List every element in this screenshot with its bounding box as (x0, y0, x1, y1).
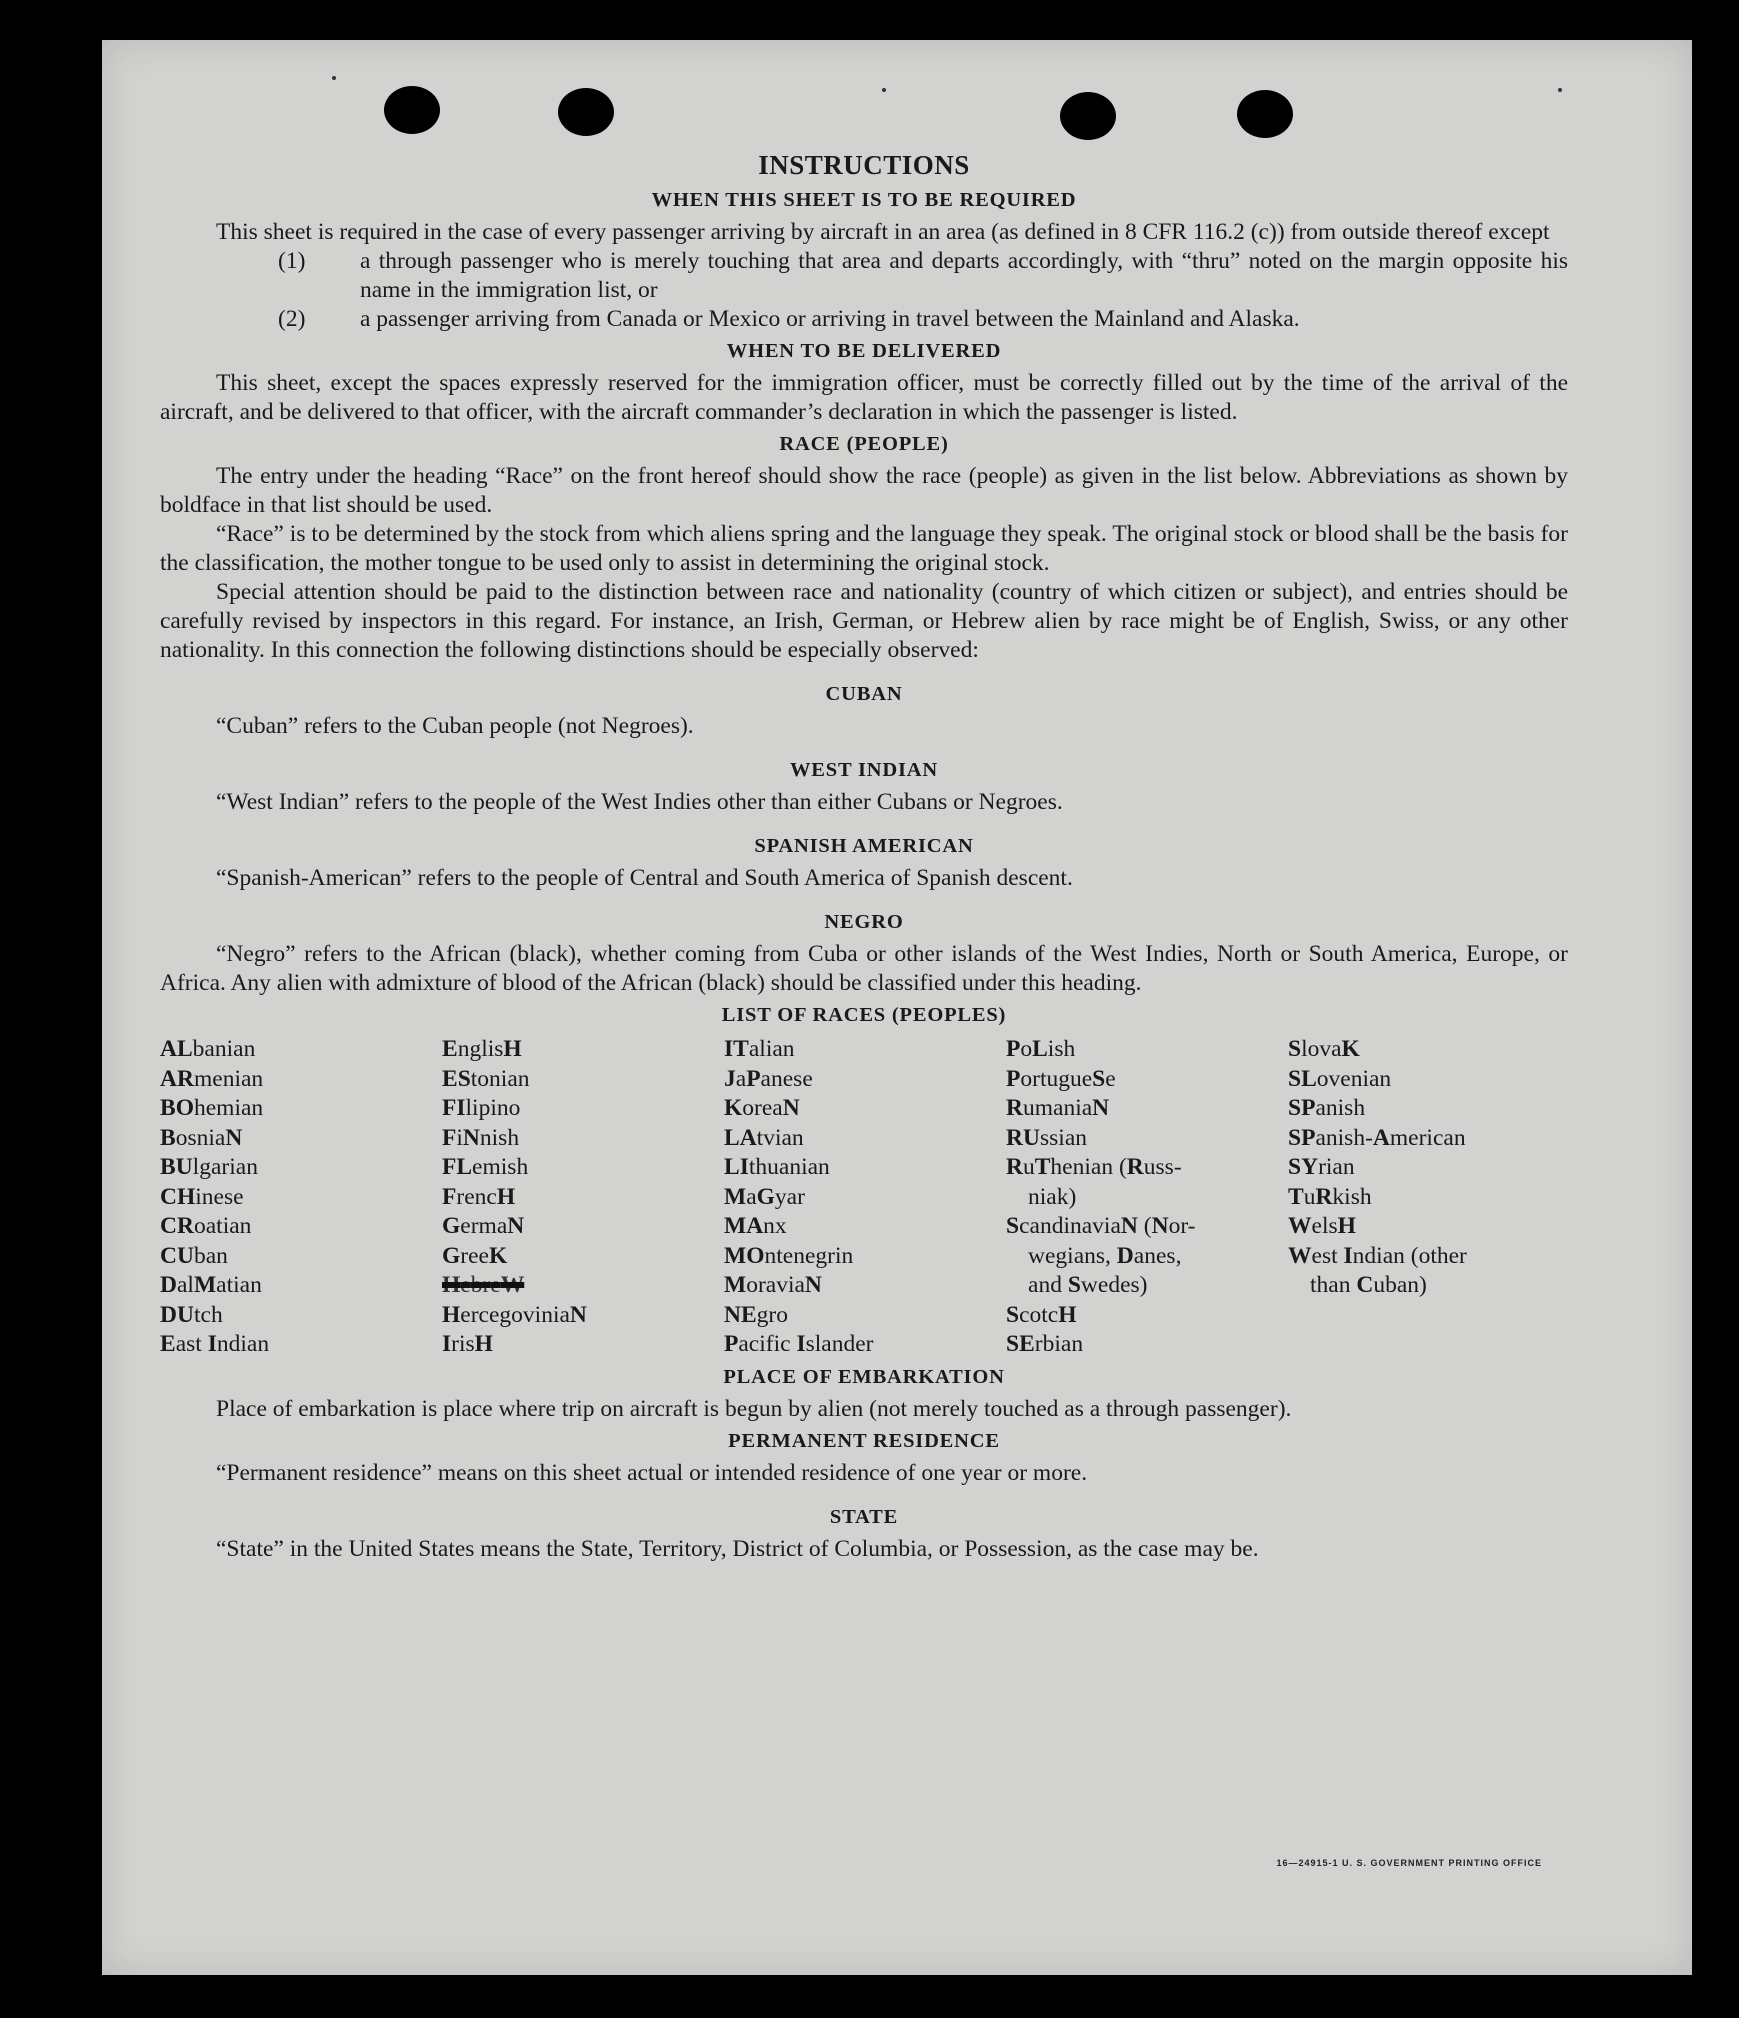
exception-text: a through passenger who is merely touching that area and departs accordingly, with “thru” noted on the margin opposite his name in the immigration list, or (360, 248, 1568, 303)
race-entry: SLovenian (1288, 1065, 1392, 1092)
races-column-5 (1288, 1035, 1568, 1360)
race-entry: MoraviaN (724, 1272, 822, 1298)
race-entry: LAtvian (724, 1124, 804, 1151)
race-entry: GreeK (442, 1242, 508, 1269)
race-entry-continuation: than Cuban) (1310, 1272, 1427, 1298)
races-column-2 (442, 1035, 722, 1360)
exception-number: (1) (278, 248, 306, 274)
race-entry: CHinese (160, 1183, 244, 1210)
race-entry-struck-out: HebreW (442, 1272, 525, 1298)
negro-text: “Negro” refers to the African (black), whether coming from Cuba or other islands of the West Indies, North or South America, Europe, or Africa. Any alien with admixture of blood of the African (black) should be classified under this heading. (160, 941, 1568, 996)
instructions-content (160, 150, 1568, 1564)
race-entry: KoreaN (724, 1095, 800, 1121)
race-entry: East Indian (160, 1331, 270, 1357)
section-heading-required: WHEN THIS SHEET IS TO BE REQUIRED (651, 189, 1077, 211)
race-entry: EStonian (442, 1065, 530, 1092)
printing-office-footer: 16—24915-1 U. S. GOVERNMENT PRINTING OFFICE (1276, 1858, 1542, 1868)
punch-hole (1237, 90, 1293, 138)
race-entry-continuation: wegians, Danes, (1028, 1242, 1182, 1269)
spanish-american-text: “Spanish-American” refers to the people of Central and South America of Spanish descent. (216, 865, 1073, 891)
race-entry: FiNnish (442, 1124, 520, 1151)
embarkation-text: Place of embarkation is place where trip on aircraft is begun by alien (not merely touched as a through passenger). (216, 1395, 1292, 1422)
races-list (160, 1035, 1568, 1360)
section-heading-race: RACE (PEOPLE) (779, 433, 949, 455)
race-entry: West Indian (other (1288, 1242, 1467, 1269)
race-paragraph-2: “Race” is to be determined by the stock from which aliens spring and the language they speak. The original stock or blood shall be the basis for the classification, the mother tongue to be used only to assist in determining the original stock. (160, 521, 1568, 576)
page-title: INSTRUCTIONS (758, 150, 970, 180)
race-entry: CUban (160, 1242, 228, 1269)
exception-number: (2) (278, 306, 306, 332)
section-heading-embarkation: PLACE OF EMBARKATION (723, 1365, 1005, 1388)
race-entry: ScotcH (1006, 1301, 1077, 1328)
race-entry: BUlgarian (160, 1154, 258, 1180)
race-entry: EnglisH (442, 1036, 522, 1062)
section-heading-cuban: CUBAN (825, 683, 903, 705)
race-entry: FrencH (442, 1183, 516, 1210)
race-entry: NEgro (724, 1301, 788, 1328)
race-paragraph-3: Special attention should be paid to the distinction between race and nationality (country of which citizen or subject), and entries should be carefully revised by inspectors in this regard. For instance, an Irish, German, or Hebrew alien by race might be of English, Swiss, or any other nationality. In this connection the following distinctions should be especially observed: (160, 579, 1568, 663)
race-entry-continuation: niak) (1028, 1183, 1077, 1210)
section-heading-west-indian: WEST INDIAN (790, 759, 938, 781)
punch-hole (384, 86, 440, 134)
punch-hole (558, 88, 614, 136)
race-entry: BosniaN (160, 1124, 243, 1151)
exception-text: a passenger arriving from Canada or Mexico or arriving in travel between the Mainland and Alaska. (360, 306, 1300, 332)
document-page (102, 40, 1692, 1975)
speck (882, 88, 886, 92)
exception-item (160, 305, 1568, 334)
exception-item (160, 247, 1568, 305)
section-heading-state: STATE (829, 1505, 899, 1528)
race-entry: IrisH (442, 1331, 493, 1357)
west-indian-text: “West Indian” refers to the people of the West Indies other than either Cubans or Negroes. (216, 789, 1063, 815)
race-entry: RumaniaN (1006, 1095, 1110, 1121)
race-entry: JaPanese (724, 1065, 813, 1092)
race-entry: ALbanian (160, 1036, 256, 1062)
section-heading-spanish-american: SPANISH AMERICAN (754, 835, 974, 857)
race-entry: SlovaK (1288, 1036, 1360, 1062)
delivered-text: This sheet, except the spaces expressly reserved for the immigration officer, must be correctly filled out by the time of the arrival of the aircraft, and be delivered to that officer, with the aircraft commander’s declaration in which the passenger is listed. (160, 370, 1568, 425)
race-entry: WelsH (1288, 1213, 1356, 1239)
race-entry: RuThenian (Russ- (1006, 1154, 1182, 1180)
race-entry: TuRkish (1288, 1183, 1372, 1210)
section-heading-races-list: LIST OF RACES (PEOPLES) (721, 1004, 1007, 1026)
race-entry: FIlipino (442, 1095, 521, 1121)
section-heading-negro: NEGRO (824, 911, 904, 933)
race-entry: MAnx (724, 1213, 787, 1239)
residence-text: “Permanent residence” means on this sheet actual or intended residence of one year or more. (216, 1459, 1088, 1486)
race-entry: Pacific Islander (724, 1331, 874, 1357)
race-entry: MaGyar (724, 1183, 805, 1210)
race-entry: GermaN (442, 1213, 525, 1239)
race-entry: PoLish (1006, 1036, 1076, 1062)
race-entry: MOntenegrin (724, 1242, 854, 1269)
races-column-1 (160, 1035, 440, 1360)
race-entry: CRoatian (160, 1213, 252, 1239)
race-entry: LIthuanian (724, 1154, 830, 1180)
race-entry: RUssian (1006, 1124, 1087, 1151)
race-entry: DUtch (160, 1301, 223, 1328)
section-heading-residence: PERMANENT RESIDENCE (728, 1429, 1000, 1452)
race-entry: SPanish (1288, 1095, 1366, 1121)
speck (1558, 88, 1562, 92)
cuban-text: “Cuban” refers to the Cuban people (not Negroes). (216, 713, 694, 739)
race-entry: SErbian (1006, 1331, 1084, 1357)
race-entry: HercegoviniaN (442, 1301, 587, 1328)
punch-hole (1060, 92, 1116, 140)
race-paragraph-1: The entry under the heading “Race” on the front hereof should show the race (people) as given in the list below. Abbreviations as shown by boldface in that list should be used. (160, 463, 1568, 518)
race-entry: SYrian (1288, 1154, 1355, 1180)
races-column-3 (724, 1035, 1004, 1360)
race-entry-continuation: and Swedes) (1028, 1272, 1148, 1298)
race-entry: SPanish-American (1288, 1124, 1466, 1151)
race-entry: BOhemian (160, 1095, 264, 1121)
race-entry: ScandinaviaN (Nor- (1006, 1213, 1196, 1239)
section-heading-delivered: WHEN TO BE DELIVERED (726, 340, 1002, 362)
race-entry: PortugueSe (1006, 1065, 1116, 1092)
race-entry: FLemish (442, 1154, 529, 1180)
race-entry: DalMatian (160, 1272, 262, 1298)
race-entry: ITalian (724, 1036, 795, 1062)
required-intro: This sheet is required in the case of every passenger arriving by aircraft in an area (as defined in 8 CFR 116.2 (c)) from outside thereof except (216, 219, 1550, 245)
race-entry: ARmenian (160, 1065, 264, 1092)
state-text: “State” in the United States means the State, Territory, District of Columbia, or Possession, as the case may be. (216, 1535, 1259, 1562)
speck (332, 76, 336, 80)
races-column-4 (1006, 1035, 1286, 1360)
